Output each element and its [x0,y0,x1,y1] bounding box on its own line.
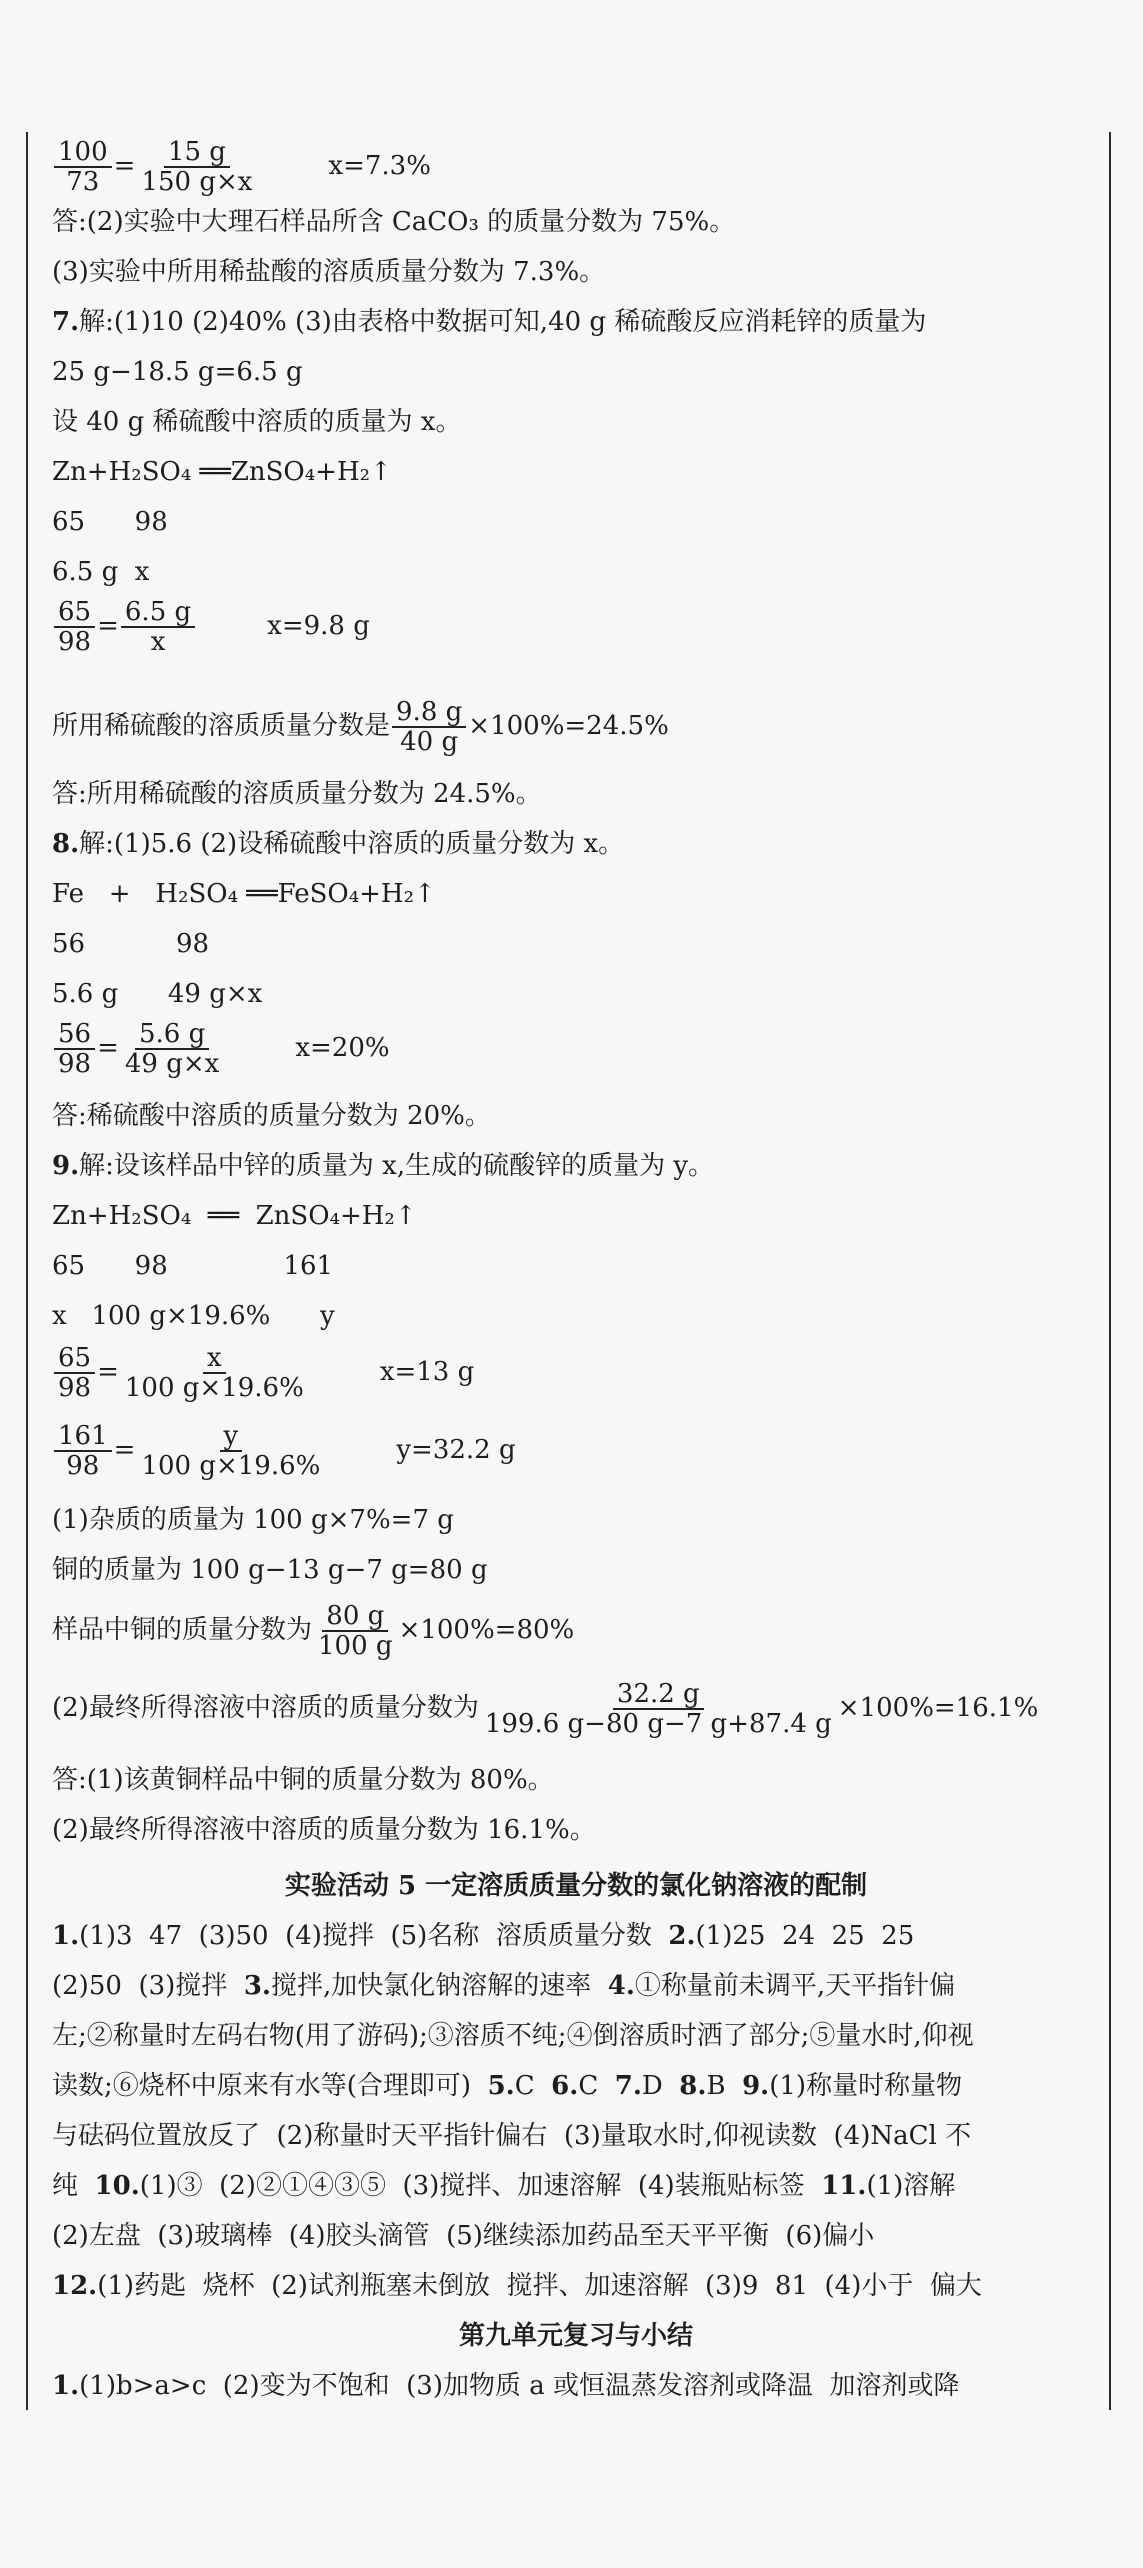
answer-line: 纯 10.(1)③ (2)②①④③⑤ (3)搅拌、加速溶解 (4)装瓶贴标签 11.(1)溶解 [52,2171,956,2201]
equation-line: $\frac{56}{98}$ = $\frac{5.6 g}{49 g\times x}$ x=20% [52,1020,390,1076]
text-line: 56 98 [52,929,210,959]
fraction: $\frac{15 g}{150 g\times x}$ [141,137,253,197]
text-line: 答:所用稀硫酸的溶质质量分数为 24.5%。 [52,779,542,809]
answer-line: (2)50 (3)搅拌 3.搅拌,加快氯化钠溶解的速率 4.①称量前未调平,天平指针偏 [52,1971,956,2001]
question-7-line: 7.解:(1)10 (2)40% (3)由表格中数据可知,40 g 稀硫酸反应消耗锌的质量为 [52,307,927,337]
text-line: (1)杂质的质量为 100 g×7%=7 g [52,1505,454,1535]
fraction: $\frac{32.2 g}{199.6 g-80 g-7 g+87.4 g}$ [484,1679,832,1739]
text-line: 65 98 161 [52,1251,334,1281]
text-line: 答:稀硫酸中溶质的质量分数为 20%。 [52,1101,491,1131]
text-line: 设 40 g 稀硫酸中溶质的质量为 x。 [52,407,462,437]
equation-line-1: $\frac{100}{73}$ = $\frac{15 g}{150 g\times x}$ x=7.3% [52,138,431,194]
text-line: 6.5 g x [52,557,150,587]
equation-line: $\frac{65}{98}$ = $\frac{x}{100 g\times 19.6\%}$ x=13 g [52,1344,474,1400]
fraction: $\frac{56}{98}$ [54,1020,95,1078]
equation-line: $\frac{161}{98}$ = $\frac{y}{100 g\times 19.6\%}$ y=32.2 g [52,1422,516,1478]
section-heading: 第九单元复习与小结 [458,2321,693,2351]
answer-line: 左;②称量时左码右物(用了游码);③溶质不纯;④倒溶质时洒了部分;⑤量水时,仰视 [52,2021,974,2051]
chemical-equation: Fe + H₂SO₄ ══FeSO₄+H₂↑ [52,879,436,909]
text-line: (2)最终所得溶液中溶质的质量分数为 16.1%。 [52,1815,596,1845]
fraction: $\frac{80 g}{100 g}$ [318,1601,393,1661]
left-border-line [26,132,28,2410]
text-line: 答:(1)该黄铜样品中铜的质量分数为 80%。 [52,1765,554,1795]
chemical-equation: Zn+H₂SO₄ ══ ZnSO₄+H₂↑ [52,1201,417,1231]
answer-line: 12.(1)药匙 烧杯 (2)试剂瓶塞未倒放 搅拌、加速溶解 (3)9 81 (4)小于 偏大 [52,2271,982,2301]
fraction: $\frac{x}{100 g\times 19.6\%}$ [124,1343,304,1403]
fraction: $\frac{6.5 g}{x}$ [121,598,195,656]
equation-line: 样品中铜的质量分数为 $\frac{80 g}{100 g}$ ×100%=80% [52,1601,575,1661]
text-line: 答:(2)实验中大理石样品所含 CaCO₃ 的质量分数为 75%。 [52,207,736,237]
question-8-line: 8.解:(1)5.6 (2)设稀硫酸中溶质的质量分数为 x。 [52,829,625,859]
text-line: x 100 g×19.6% y [52,1301,335,1331]
fraction: $\frac{y}{100 g\times 19.6\%}$ [141,1421,321,1481]
text-line: 65 98 [52,507,168,537]
fraction: $\frac{65}{98}$ [54,1344,95,1402]
equation-line: $\frac{65}{98}$ = $\frac{6.5 g}{x}$ x=9.8 g [52,598,370,654]
fraction: $\frac{161}{98}$ [54,1422,112,1480]
text-line: 铜的质量为 100 g−13 g−7 g=80 g [52,1555,488,1585]
text-line: (3)实验中所用稀盐酸的溶质质量分数为 7.3%。 [52,257,606,287]
fraction: $\frac{5.6 g}{49 g\times x}$ [124,1019,220,1079]
answer-line: 1.(1)b>a>c (2)变为不饱和 (3)加物质 a 或恒温蒸发溶剂或降温 加溶剂或降 [52,2371,960,2401]
section-heading: 实验活动 5 一定溶质质量分数的氯化钠溶液的配制 [284,1871,868,1901]
answer-line: 与砝码位置放反了 (2)称量时天平指针偏右 (3)量取水时,仰视读数 (4)NaCl 不 [52,2121,972,2151]
equation-line: (2)最终所得溶液中溶质的质量分数为 $\frac{32.2 g}{199.6 g-80 g-7 g+87.4 g}$ ×100%=16.1% [52,1679,1039,1739]
equation-line: 所用稀硫酸的溶质质量分数是 $\frac{9.8 g}{40 g}$ ×100%=24.5% [52,697,669,757]
chemical-equation: Zn+H₂SO₄ ══ZnSO₄+H₂↑ [52,457,392,487]
text-line: 5.6 g 49 g×x [52,979,263,1009]
answer-line: 读数;⑥烧杯中原来有水等(合理即可) 5.C 6.C 7.D 8.B 9.(1)称量时称量物 [52,2071,963,2101]
right-border-line [1109,132,1111,2410]
answer-line: 1.(1)3 47 (3)50 (4)搅拌 (5)名称 溶质质量分数 2.(1)25 24 25 25 [52,1921,915,1951]
fraction: $\frac{65}{98}$ [54,598,95,656]
fraction: $\frac{100}{73}$ [54,138,112,196]
question-9-line: 9.解:设该样品中锌的质量为 x,生成的硫酸锌的质量为 y。 [52,1151,715,1181]
fraction: $\frac{9.8 g}{40 g}$ [392,698,466,756]
text-line: 25 g−18.5 g=6.5 g [52,357,303,387]
answer-line: (2)左盘 (3)玻璃棒 (4)胶头滴管 (5)继续添加药品至天平平衡 (6)偏小 [52,2221,875,2251]
